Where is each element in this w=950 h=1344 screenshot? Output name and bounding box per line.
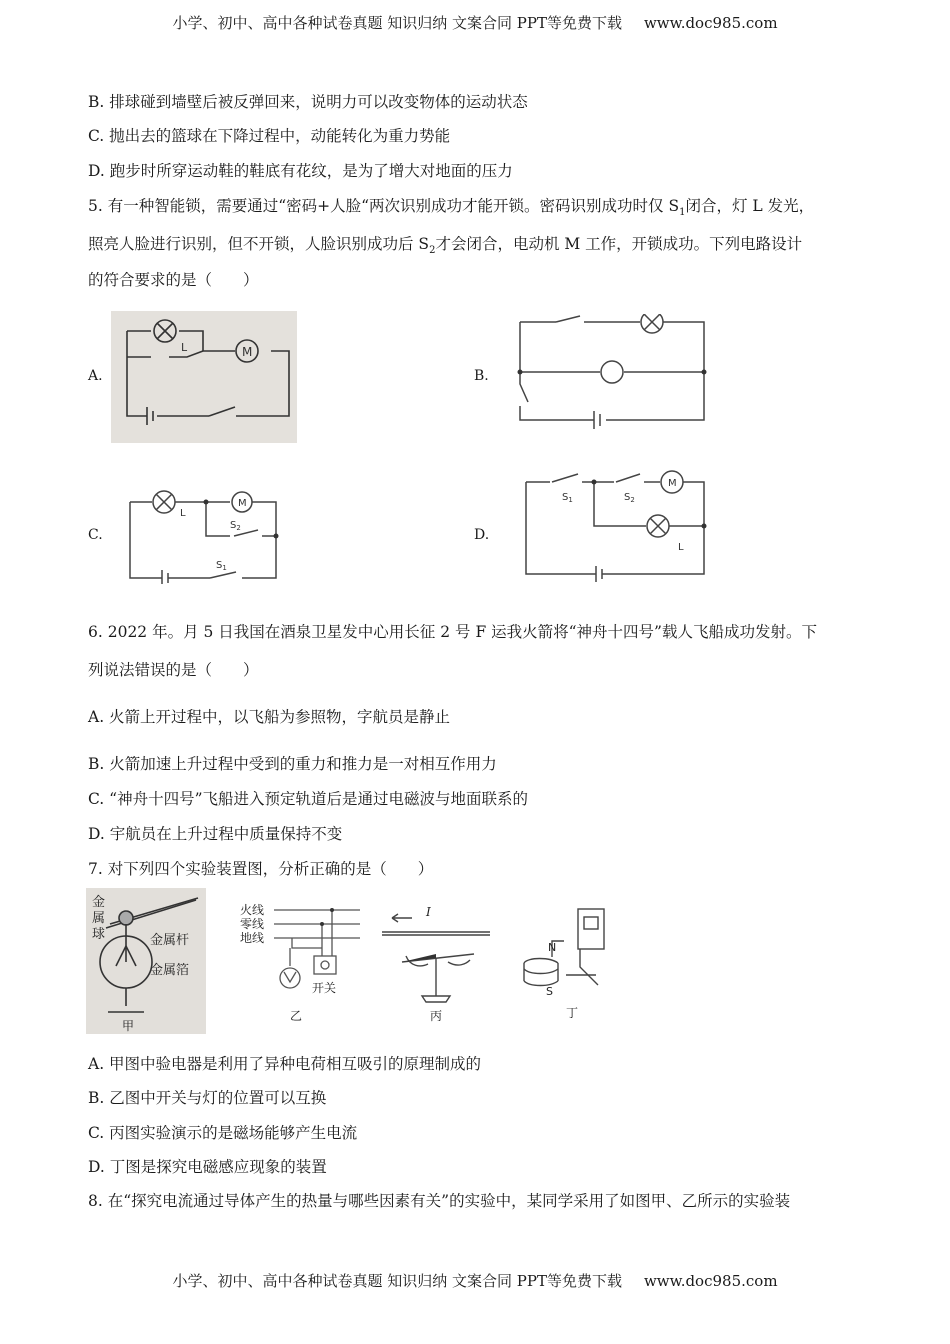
q5-a-lamp-label: L	[181, 341, 188, 354]
q7-option-b: B. 乙图中开关与灯的位置可以互换	[88, 1089, 327, 1107]
q7-yi-switch-label: 开关	[312, 981, 337, 995]
footer-site[interactable]: www.doc985.com	[643, 1272, 778, 1290]
q6-stem-line1: 6. 2022 年。月 5 日我国在酒泉卫星发中心用长征 2 号 F 运我火箭将“神舟十四号”载人飞船成功发射。下	[88, 623, 817, 641]
q7-yi-caption: 乙	[290, 1009, 303, 1023]
q5-option-d-label: D.	[474, 527, 490, 543]
q5-stem-line3: 的符合要求的是（ ）	[88, 271, 259, 289]
q7-yi-live-wire: 火线	[240, 903, 265, 917]
q7-figure-jia	[86, 888, 206, 1034]
q5-circuit-d	[520, 470, 712, 582]
q5-c-motor-label: M	[238, 498, 247, 509]
q5-circuit-c	[126, 488, 286, 584]
q4-option-b: B. 排球碰到墙壁后被反弹回来，说明力可以改变物体的运动状态	[88, 93, 528, 111]
q7-option-a: A. 甲图中验电器是利用了异种电荷相互吸引的原理制成的	[88, 1055, 482, 1073]
q7-jia-ball-3: 球	[92, 927, 106, 942]
q4-option-d: D. 跑步时所穿运动鞋的鞋底有花纹，是为了增大对地面的压力	[88, 162, 513, 180]
q5-circuit-b	[514, 314, 714, 440]
q7-option-d: D. 丁图是探究电磁感应现象的装置	[88, 1158, 327, 1176]
q7-stem: 7. 对下列四个实验装置图，分析正确的是（ ）	[88, 860, 434, 878]
q7-ding-south-label: S	[546, 985, 553, 998]
footer-text: 小学、初中、高中各种试卷真题 知识归纳 文案合同 PPT等免费下载	[172, 1272, 622, 1290]
q7-jia-rod-label: 金属杆	[150, 933, 190, 948]
q6-option-a: A. 火箭上开过程中，以飞船为参照物，字航员是静止	[88, 708, 451, 726]
q5-circuit-a	[111, 311, 297, 443]
q7-yi-neutral-wire: 零线	[240, 917, 265, 931]
q6-stem-line2: 列说法错误的是（ ）	[88, 661, 259, 679]
q5-option-b-label: B.	[474, 368, 489, 384]
q6-option-d: D. 宇航员在上升过程中质量保持不变	[88, 825, 343, 843]
q7-ding-north-label: N	[548, 941, 557, 954]
q5-d-s1-label: $S_1$	[562, 492, 573, 504]
q7-ding-caption: 丁	[566, 1006, 579, 1020]
q6-option-b: B. 火箭加速上升过程中受到的重力和推力是一对相互作用力	[88, 755, 497, 773]
q7-figure-bing	[378, 902, 494, 1024]
q7-bing-caption: 丙	[430, 1009, 443, 1023]
q5-a-motor-label: M	[242, 345, 253, 359]
q7-jia-caption: 甲	[122, 1019, 135, 1033]
header-site[interactable]: www.doc985.com	[643, 14, 778, 32]
q6-option-c: C. “神舟十四号”飞船进入预定轨道后是通过电磁波与地面联系的	[88, 790, 529, 808]
header-text: 小学、初中、高中各种试卷真题 知识归纳 文案合同 PPT等免费下载	[172, 14, 622, 32]
q5-d-s2-label: $S_2$	[624, 492, 635, 504]
q7-jia-ball-1: 金	[92, 895, 106, 910]
q7-option-c: C. 丙图实验演示的是磁场能够产生电流	[88, 1124, 358, 1142]
q4-option-c: C. 抛出去的篮球在下降过程中，动能转化为重力势能	[88, 127, 451, 145]
q5-c-s1-label: $S_1$	[216, 560, 227, 572]
q5-option-c-label: C.	[88, 527, 103, 543]
q7-jia-ball-2: 属	[92, 911, 106, 926]
q7-jia-foil-label: 金属箔	[150, 963, 190, 978]
q7-yi-ground-wire: 地线	[240, 931, 265, 945]
q5-stem-line1: 5. 有一种智能锁，需要通过“密码+人脸“两次识别成功才能开锁。密码识别成功时仅 $S_1$闭合，灯 L 发光，	[88, 197, 815, 219]
q5-option-a-label: A.	[88, 368, 103, 384]
q7-figure-yi	[240, 900, 365, 1026]
q8-stem-line1: 8. 在“探究电流通过导体产生的热量与哪些因素有关”的实验中，某同学采用了如图甲、乙所示的实验装	[88, 1192, 791, 1210]
q5-c-lamp-label: L	[180, 508, 186, 519]
q5-d-motor-label: M	[668, 478, 677, 489]
page-header	[0, 12, 950, 33]
q7-bing-current-label: I	[426, 905, 431, 919]
q7-figure-ding	[518, 905, 618, 1023]
q5-d-lamp-label: L	[678, 542, 684, 553]
q5-c-s2-label: $S_2$	[230, 520, 241, 532]
page-footer	[0, 1270, 950, 1291]
q5-stem-line2: 照亮人脸进行识别，但不开锁，人脸识别成功后 $S_2$才会闭合，电动机 M 工作，开锁成功。下列电路设计	[88, 235, 803, 257]
